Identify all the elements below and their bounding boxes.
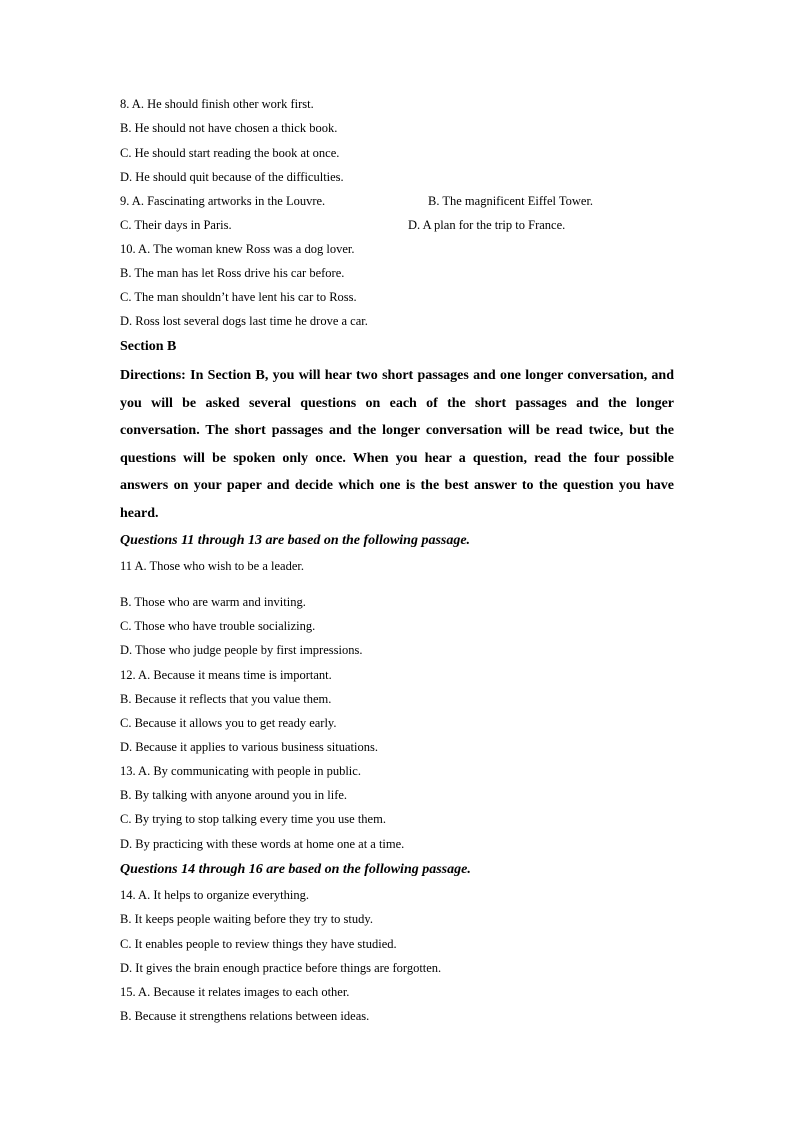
q14-option-a: 14. A. It helps to organize everything. bbox=[120, 888, 309, 902]
q15-option-a: 15. A. Because it relates images to each other. bbox=[120, 985, 350, 999]
q9-option-a: 9. A. Fascinating artworks in the Louvre. bbox=[120, 194, 326, 208]
q11-option-a: 11 A. Those who wish to be a leader. bbox=[120, 559, 304, 573]
q8-option-a: 8. A. He should finish other work first. bbox=[120, 97, 314, 111]
q14-option-d: D. It gives the brain enough practice before things are forgotten. bbox=[120, 961, 442, 975]
q10-option-c: C. The man shouldn’t have lent his car to Ross. bbox=[120, 290, 357, 304]
q9-option-d: D. A plan for the trip to France. bbox=[408, 218, 566, 232]
q13-option-a: 13. A. By communicating with people in public. bbox=[120, 764, 361, 778]
q12-option-b: B. Because it reflects that you value them. bbox=[120, 692, 332, 706]
q15-option-b: B. Because it strengthens relations between ideas. bbox=[120, 1009, 370, 1023]
q11-option-d: D. Those who judge people by first impressions. bbox=[120, 643, 363, 657]
questions-14-16-heading: Questions 14 through 16 are based on the following passage. bbox=[120, 862, 471, 877]
q13-option-b: B. By talking with anyone around you in life. bbox=[120, 788, 348, 802]
q8-option-c: C. He should start reading the book at once. bbox=[120, 146, 340, 160]
q9-option-b: B. The magnificent Eiffel Tower. bbox=[428, 194, 594, 208]
q12-option-c: C. Because it allows you to get ready early. bbox=[120, 716, 337, 730]
q10-option-a: 10. A. The woman knew Ross was a dog lover. bbox=[120, 242, 355, 256]
section-b-directions: Directions: In Section B, you will hear two short passages and one longer conversation, and you will be asked several questions on each of the short passages and the longer conversation. The short passages and the longer conversation will be read twice, but the questions will be spoken only once. When you hear a question, read the four possible answers on your paper and decide which one is the best answer to the question you have heard. bbox=[120, 368, 674, 521]
q11-option-b: B. Those who are warm and inviting. bbox=[120, 595, 306, 609]
questions-11-13-heading: Questions 11 through 13 are based on the following passage. bbox=[120, 533, 471, 548]
q11-option-c: C. Those who have trouble socializing. bbox=[120, 619, 316, 633]
q8-option-d: D. He should quit because of the difficulties. bbox=[120, 170, 344, 184]
section-b-title: Section B bbox=[120, 339, 177, 354]
q9-option-c: C. Their days in Paris. bbox=[120, 218, 232, 232]
q10-option-d: D. Ross lost several dogs last time he drove a car. bbox=[120, 314, 368, 328]
q12-option-d: D. Because it applies to various business situations. bbox=[120, 740, 378, 754]
q12-option-a: 12. A. Because it means time is important. bbox=[120, 668, 332, 682]
q8-option-b: B. He should not have chosen a thick book. bbox=[120, 121, 338, 135]
q14-option-c: C. It enables people to review things they have studied. bbox=[120, 937, 397, 951]
q10-option-b: B. The man has let Ross drive his car before. bbox=[120, 266, 345, 280]
q13-option-d: D. By practicing with these words at home one at a time. bbox=[120, 837, 405, 851]
q13-option-c: C. By trying to stop talking every time you use them. bbox=[120, 812, 386, 826]
q14-option-b: B. It keeps people waiting before they try to study. bbox=[120, 912, 373, 926]
